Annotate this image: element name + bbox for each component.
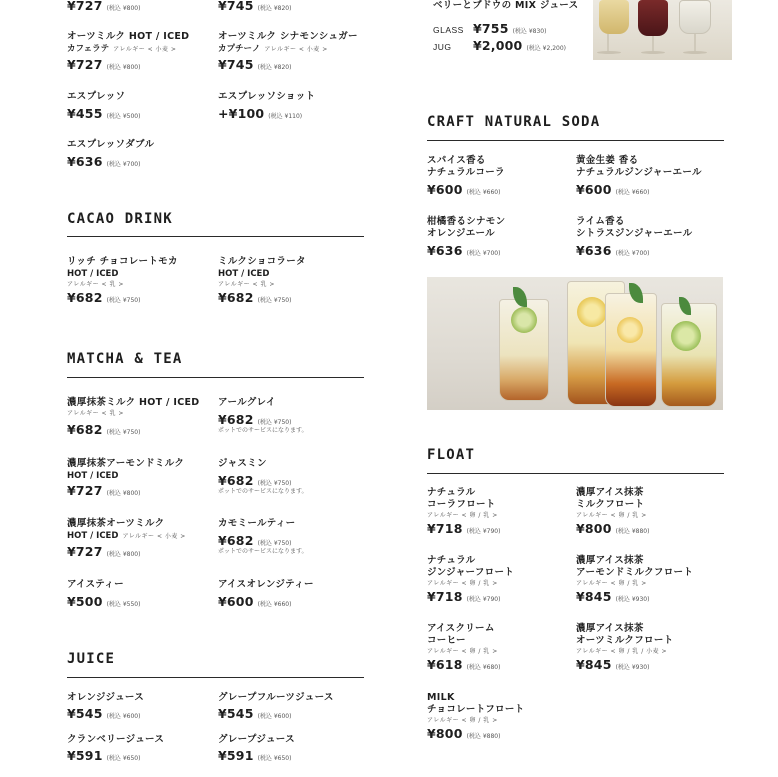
item-tax: (税込 ¥750) <box>257 297 292 304</box>
item-tax: (税込 ¥930) <box>615 664 650 671</box>
menu-item-iced-orange-tea <box>218 579 314 609</box>
item-price: ¥727 <box>67 483 103 498</box>
item-name: 濃厚抹茶オーツミルク <box>67 518 165 529</box>
item-price: ¥500 <box>67 594 103 609</box>
item-name: ミルクショコラータ <box>218 256 306 267</box>
item-subname: カフェラテ アレルギー < 小麦 > <box>67 44 177 54</box>
item-allergy: アレルギー < 卵 / 乳 > <box>427 580 498 587</box>
item-subname: ナチュラルコーラ <box>427 167 505 178</box>
item-price: ¥682 <box>218 412 254 427</box>
item-tax: (税込 ¥800) <box>106 5 141 12</box>
item-price: ¥636 <box>67 154 103 169</box>
section-divider <box>427 473 724 474</box>
item-tax: (税込 ¥800) <box>106 64 141 71</box>
item-note: ポットでのサービスになります。 <box>218 548 308 555</box>
item-price: ¥718 <box>427 521 463 536</box>
item-tax: (税込 ¥110) <box>268 113 303 120</box>
item-price: ¥682 <box>218 290 254 305</box>
mix-juice-title: ベリーとブドウの MIX ジュース <box>433 0 579 11</box>
item-tax: (税込 ¥750) <box>106 297 141 304</box>
item-price: ¥455 <box>67 106 103 121</box>
menu-item-choco-mocha <box>67 256 178 305</box>
item-price: ¥727 <box>67 0 103 13</box>
item-subname: HOT / ICED アレルギー < 小麦 > <box>67 531 186 541</box>
item-allergy: アレルギー < 卵 / 乳 > <box>427 512 498 519</box>
menu-item-espresso <box>67 91 140 121</box>
item-price: ¥600 <box>218 594 254 609</box>
item-tax: (税込 ¥800) <box>106 490 141 497</box>
item-name: アイスクリーム <box>427 623 495 634</box>
menu-item-matcha-milk-float <box>576 487 649 536</box>
item-name: 濃厚抹茶ミルク HOT / ICED <box>67 397 200 408</box>
item-tax: (税込 ¥750) <box>257 540 292 547</box>
item-tax: (税込 ¥790) <box>466 528 501 535</box>
item-subname: HOT / ICED <box>218 269 270 279</box>
menu-item-matcha-milk <box>67 397 200 437</box>
item-tax: (税込 ¥930) <box>615 596 650 603</box>
mix-juice-glass-price: GLASS ¥755 (税込 ¥830) <box>433 21 547 36</box>
item-allergy: アレルギー < 乳 > <box>67 281 124 288</box>
item-price: ¥636 <box>576 243 612 258</box>
item-tax: (税込 ¥880) <box>466 733 501 740</box>
item-price: ¥745 <box>218 57 254 72</box>
section-heading-cacao: CACAO DRINK <box>67 211 173 227</box>
item-name: オーツミルク シナモンシュガー <box>218 31 358 42</box>
menu-item-grape-juice <box>218 734 295 763</box>
item-subname: カプチーノ アレルギー < 小麦 > <box>218 44 328 54</box>
item-name: グレープジュース <box>218 734 295 745</box>
menu-item-ginger-ale <box>576 155 702 197</box>
item-allergy: アレルギー < 卵 / 乳 > <box>427 648 498 655</box>
item-name: 柑橘香るシナモン <box>427 216 506 227</box>
item-price: ¥545 <box>218 706 254 721</box>
item-price: ¥800 <box>427 726 463 741</box>
item-price: ¥682 <box>67 422 103 437</box>
section-heading-matcha: MATCHA & TEA <box>67 351 183 367</box>
menu-item-cranberry-juice <box>67 734 164 763</box>
item-subname: シトラスジンジャーエール <box>576 228 693 239</box>
item-price: ¥682 <box>218 533 254 548</box>
item-allergy: アレルギー < 卵 / 乳 > <box>576 512 647 519</box>
mix-juice-jug-price: JUG ¥2,000 (税込 ¥2,200) <box>433 38 567 53</box>
item-subname: ナチュラルジンジャーエール <box>576 167 702 178</box>
item-name: エスプレッソダブル <box>67 139 155 150</box>
item-name: ナチュラル <box>427 555 476 566</box>
menu-item-espresso-shot <box>218 91 315 121</box>
section-heading-soda: CRAFT NATURAL SODA <box>427 114 601 130</box>
item-price: ¥600 <box>427 182 463 197</box>
item-tax: (税込 ¥660) <box>466 189 501 196</box>
item-name: グレープフルーツジュース <box>218 692 334 703</box>
item-tax: (税込 ¥550) <box>106 601 141 608</box>
item-tax: (税込 ¥650) <box>257 755 292 762</box>
item-tax: (税込 ¥750) <box>257 419 292 426</box>
item-allergy: アレルギー < 卵 / 乳 > <box>427 717 498 724</box>
item-tax: (税込 ¥600) <box>106 713 141 720</box>
item-tax: (税込 ¥700) <box>615 250 650 257</box>
item-name: 濃厚アイス抹茶 <box>576 487 644 498</box>
soda-photo <box>427 277 723 410</box>
item-name: ジャスミン <box>218 458 267 469</box>
menu-item-chamomile <box>218 518 308 556</box>
section-divider <box>67 377 364 378</box>
item-subname: チョコレートフロート <box>427 704 525 715</box>
item-price: ¥591 <box>67 748 103 763</box>
menu-item-natural-cola <box>427 155 505 197</box>
section-heading-float: FLOAT <box>427 447 476 463</box>
item-subname: ジンジャーフロート <box>427 567 515 578</box>
item-subname: ミルクフロート <box>576 499 645 510</box>
menu-item-earl-grey <box>218 397 308 435</box>
item-name: ライム香る <box>576 216 625 227</box>
item-name: オレンジジュース <box>67 692 145 703</box>
item-tax: (税込 ¥660) <box>257 601 292 608</box>
item-allergy: アレルギー < 卵 / 乳 / 小麦 > <box>576 648 668 655</box>
mix-juice-photo <box>593 0 732 60</box>
section-divider <box>427 140 724 141</box>
menu-item-ginger-float <box>427 555 514 604</box>
menu-item-orange-juice <box>67 692 144 721</box>
item-tax: (税込 ¥800) <box>106 551 141 558</box>
item-tax: (税込 ¥790) <box>466 596 501 603</box>
menu-item-oat-latte <box>67 31 189 72</box>
item-name: 黄金生姜 香る <box>576 155 639 166</box>
item-tax: (税込 ¥750) <box>106 429 141 436</box>
menu-item-matcha-oat <box>67 518 186 559</box>
item-allergy: アレルギー < 乳 > <box>218 281 275 288</box>
item-allergy: アレルギー < 卵 / 乳 > <box>576 580 647 587</box>
item-name: MILK <box>427 692 455 703</box>
item-allergy: アレルギー < 乳 > <box>67 410 124 417</box>
item-price: ¥591 <box>218 748 254 763</box>
menu-item-cinnamon-orange-ale <box>427 216 505 258</box>
item-name: 濃厚アイス抹茶 <box>576 623 644 634</box>
item-subname: HOT / ICED <box>67 471 119 481</box>
item-tax: (税込 ¥820) <box>257 5 292 12</box>
item-subname: オーツミルクフロート <box>576 635 674 646</box>
item-subname: HOT / ICED <box>67 269 119 279</box>
item-subname: コーヒー <box>427 635 466 646</box>
item-tax: (税込 ¥650) <box>106 755 141 762</box>
menu-item <box>67 0 140 13</box>
menu-item-cola-float <box>427 487 500 536</box>
item-name: アールグレイ <box>218 397 276 408</box>
menu-item-grapefruit-juice <box>218 692 334 721</box>
menu-item-espresso-double <box>67 139 154 169</box>
item-price: +¥100 <box>218 106 265 121</box>
item-price: ¥600 <box>576 182 612 197</box>
item-tax: (税込 ¥700) <box>466 250 501 257</box>
item-price: ¥618 <box>427 657 463 672</box>
item-price: ¥845 <box>576 589 612 604</box>
item-price: ¥636 <box>427 243 463 258</box>
section-divider <box>67 236 364 237</box>
item-name: スパイス香る <box>427 155 486 166</box>
item-price: ¥682 <box>218 473 254 488</box>
item-tax: (税込 ¥660) <box>615 189 650 196</box>
item-tax: (税込 ¥680) <box>466 664 501 671</box>
item-tax: (税込 ¥500) <box>106 113 141 120</box>
item-name: オーツミルク HOT / ICED <box>67 31 190 42</box>
item-name: 濃厚抹茶アーモンドミルク <box>67 458 185 469</box>
item-price: ¥718 <box>427 589 463 604</box>
menu-item-citrus-ginger-ale <box>576 216 692 258</box>
item-tax: (税込 ¥880) <box>615 528 650 535</box>
item-name: ナチュラル <box>427 487 476 498</box>
item-subname: アーモンドミルクフロート <box>576 567 694 578</box>
menu-item-coffee-float <box>427 623 500 672</box>
item-tax: (税込 ¥600) <box>257 713 292 720</box>
item-price: ¥545 <box>67 706 103 721</box>
item-name: エスプレッソショット <box>218 91 316 102</box>
item-price: ¥745 <box>218 0 254 13</box>
item-tax: (税込 ¥750) <box>257 480 292 487</box>
menu-item-iced-tea <box>67 579 140 609</box>
menu-item <box>218 0 291 13</box>
menu-item-matcha-almond <box>67 458 184 498</box>
menu-item-matcha-almond-float <box>576 555 693 604</box>
item-price: ¥845 <box>576 657 612 672</box>
menu-item-jasmine <box>218 458 308 496</box>
item-note: ポットでのサービスになります。 <box>218 488 308 495</box>
item-tax: (税込 ¥700) <box>106 161 141 168</box>
item-price: ¥727 <box>67 57 103 72</box>
item-price: ¥800 <box>576 521 612 536</box>
item-name: アイスオレンジティー <box>218 579 314 590</box>
menu-item-oat-cappuccino <box>218 31 358 72</box>
item-name: クランベリージュース <box>67 734 165 745</box>
menu-item-milk-chocolate-float <box>427 692 524 741</box>
item-subname: コーラフロート <box>427 499 496 510</box>
item-name: カモミールティー <box>218 518 296 529</box>
item-price: ¥682 <box>67 290 103 305</box>
item-name: リッチ チョコレートモカ <box>67 256 178 267</box>
item-subname: オレンジエール <box>427 228 495 239</box>
menu-item-milk-chocolata <box>218 256 306 305</box>
item-price: ¥727 <box>67 544 103 559</box>
item-name: 濃厚アイス抹茶 <box>576 555 644 566</box>
menu-item-matcha-oat-float <box>576 623 673 672</box>
item-name: エスプレッソ <box>67 91 126 102</box>
item-tax: (税込 ¥820) <box>257 64 292 71</box>
section-heading-juice: JUICE <box>67 651 116 667</box>
item-name: アイスティー <box>67 579 124 590</box>
item-note: ポットでのサービスになります。 <box>218 427 308 434</box>
section-divider <box>67 677 364 678</box>
